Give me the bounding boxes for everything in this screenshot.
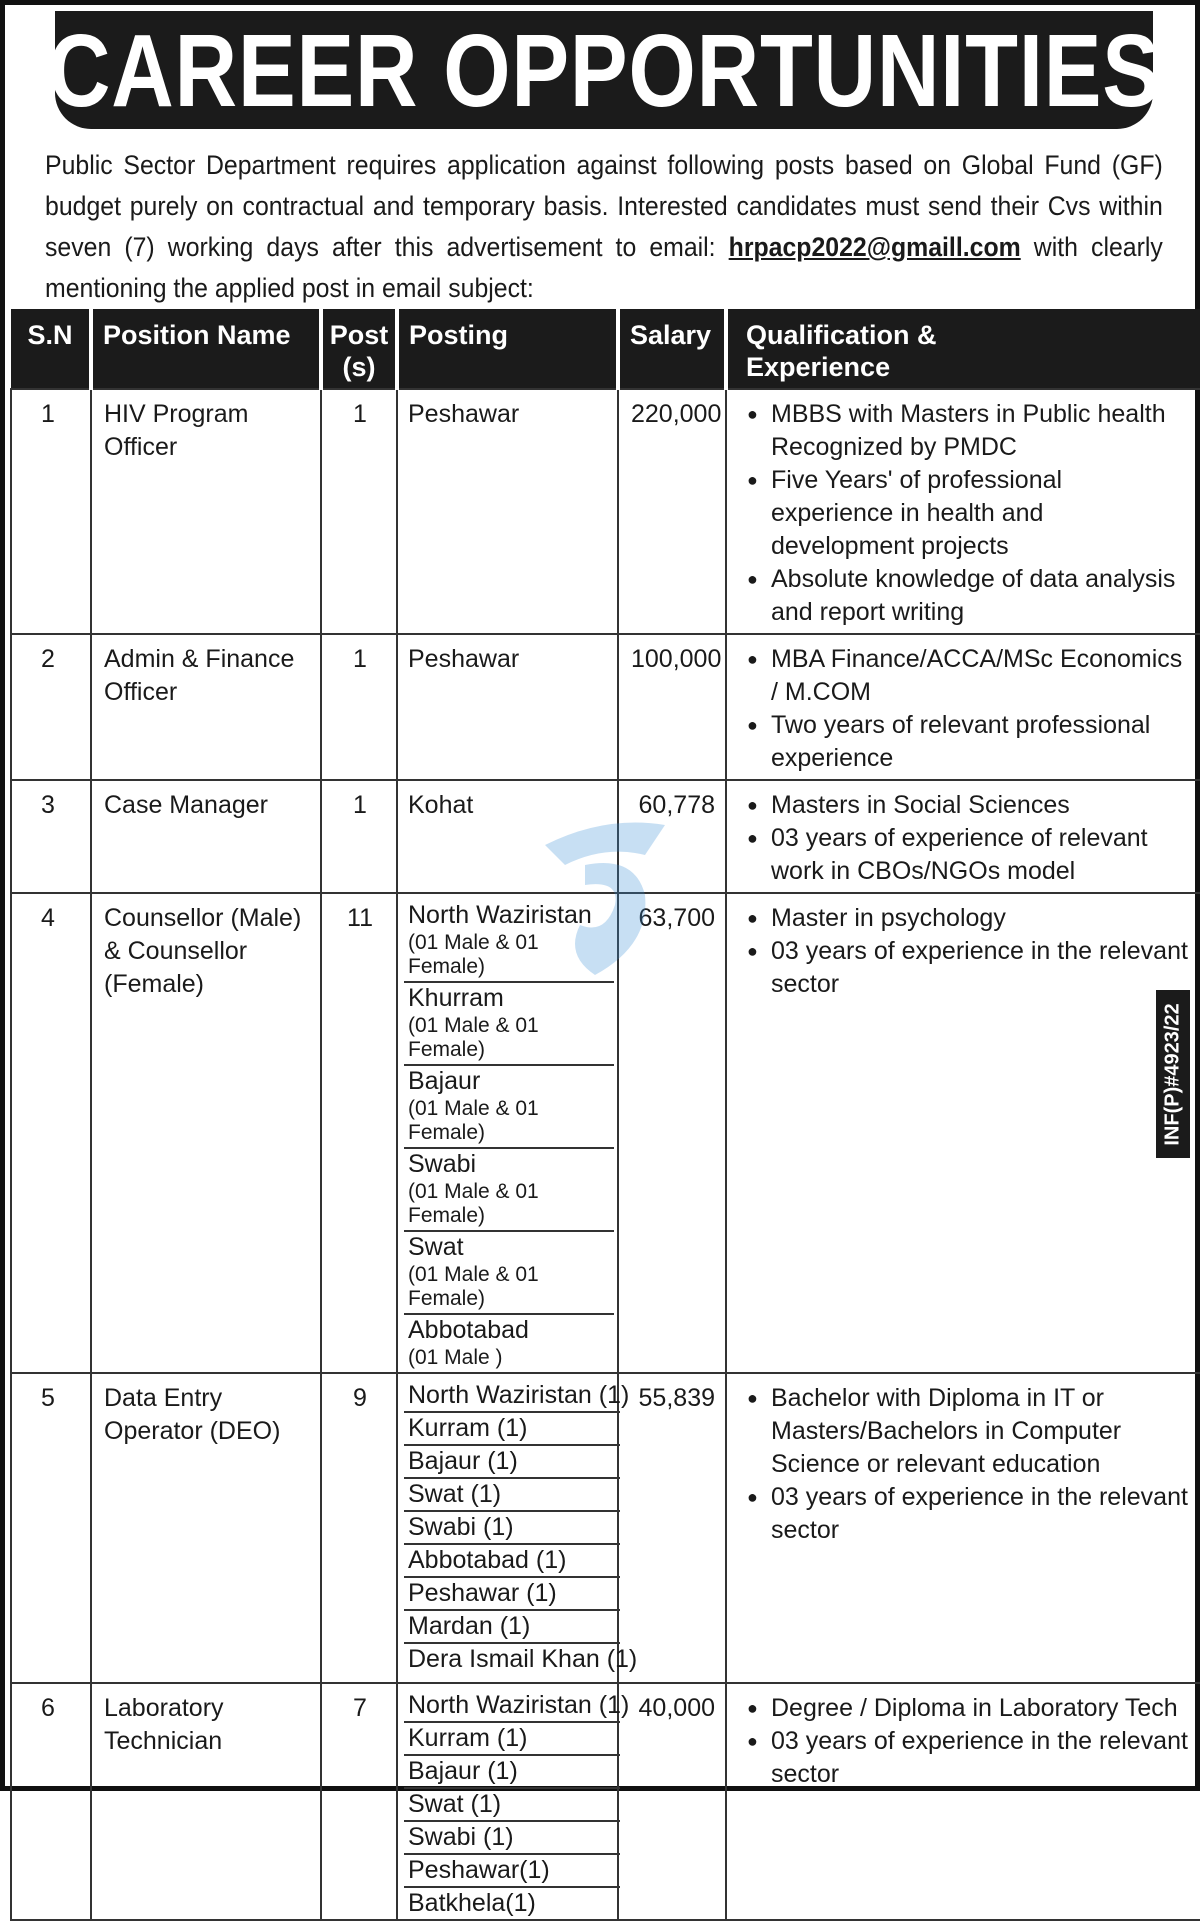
posting-location: Kohat: [408, 791, 474, 819]
table-header-row: [11, 309, 1200, 389]
posting-detail: (01 Male & 01 Female): [408, 1014, 539, 1061]
publisher-logo-watermark-icon: [525, 805, 685, 985]
cell-qualification: [726, 634, 1200, 780]
posting-place: Swat: [408, 1233, 464, 1261]
table-body: [11, 389, 1200, 1920]
posting-location: Mardan (1): [404, 1611, 620, 1644]
qualification-item: ● Master in psychology: [745, 902, 1190, 935]
posting-location: Kurram (1): [404, 1413, 620, 1446]
qualification-item: ● MBA Finance/ACCA/MSc Economics / M.COM: [745, 643, 1190, 709]
posting-location: North Waziristan (1): [404, 1690, 620, 1723]
posting-location: Abbotabad (1): [404, 1545, 620, 1578]
posting-place: Abbotabad: [408, 1316, 529, 1344]
qualification-item: ● Two years of relevant professional experience: [745, 709, 1190, 775]
qualification-item: ● 03 years of experience of relevant work in CBOs/NGOs model: [745, 822, 1190, 888]
posting-place: Swabi: [408, 1150, 477, 1178]
cell-posts: 11: [321, 893, 397, 1373]
posting-detail: (01 Male & 01 Female): [408, 1097, 539, 1144]
email-link[interactable]: hrpacp2022@gmaill.com: [728, 232, 1021, 262]
posting-location: Peshawar: [408, 400, 520, 428]
cell-posts: 1: [321, 780, 397, 893]
cell-qualification: [726, 1683, 1200, 1920]
posting-place: Bajaur: [408, 1067, 481, 1095]
posting-location: [404, 1315, 614, 1372]
posting-location: [404, 1232, 614, 1315]
cell-salary: 60,778: [618, 780, 726, 893]
cell-position: Laboratory Technician: [91, 1683, 321, 1920]
posting-location: Swabi (1): [404, 1822, 620, 1855]
cell-salary: 63,700: [618, 893, 726, 1373]
qualification-item: ● 03 years of experience in the relevant sector: [745, 1481, 1190, 1547]
cell-position: Counsellor (Male) & Counsellor (Female): [91, 893, 321, 1373]
header-posting: Posting: [397, 309, 618, 389]
posting-detail: (01 Male & 01 Female): [408, 1180, 539, 1227]
qualification-item: ● Five Years' of professional experience in health and development projects: [745, 464, 1190, 563]
qualification-list: [745, 643, 1190, 775]
posting-location: Dera Ismail Khan (1): [408, 1645, 638, 1673]
header-sn: S.N: [11, 309, 91, 389]
posting-detail: (01 Male ): [408, 1346, 503, 1369]
qualification-item: ● MBBS with Masters in Public health Recognized by PMDC: [745, 398, 1190, 464]
cell-posts: 9: [321, 1373, 397, 1683]
table-row: [11, 634, 1200, 780]
qualification-list: [745, 902, 1190, 1001]
cell-qualification: [726, 893, 1200, 1373]
posting-location: Swat (1): [404, 1479, 620, 1512]
posting-location: [404, 1149, 614, 1232]
posting-location: Peshawar (1): [404, 1578, 620, 1611]
cell-position: Admin & Finance Officer: [91, 634, 321, 780]
cell-sn: 1: [11, 389, 91, 634]
cell-posting: [397, 1373, 638, 1683]
posting-location: [404, 983, 614, 1066]
posting-place: Khurram: [408, 984, 504, 1012]
qualification-list: [745, 789, 1190, 888]
cell-sn: 6: [11, 1683, 91, 1920]
posting-place: North Waziristan: [408, 901, 592, 929]
qualification-list: [745, 398, 1190, 629]
cell-posting: [397, 634, 618, 780]
posting-detail: (01 Male & 01 Female): [408, 1263, 539, 1310]
cell-posts: 1: [321, 634, 397, 780]
cell-qualification: [726, 780, 1200, 893]
qualification-item: ● Bachelor with Diploma in IT or Masters/Bachelors in Computer Science or relevant education: [745, 1382, 1190, 1481]
table-row: [11, 1373, 1200, 1683]
table-row: [11, 1683, 1200, 1920]
posting-location: Swat (1): [404, 1789, 620, 1822]
header-position: Position Name: [91, 309, 321, 389]
cell-salary: 100,000: [618, 634, 726, 780]
qualification-list: [745, 1382, 1190, 1547]
qualification-item: ● Masters in Social Sciences: [745, 789, 1190, 822]
qualification-item: ● 03 years of experience in the relevant sector: [745, 1725, 1190, 1791]
cell-posting: [397, 1683, 630, 1920]
cell-sn: 4: [11, 893, 91, 1373]
reference-tag: [1156, 990, 1190, 1158]
cell-position: Case Manager: [91, 780, 321, 893]
posting-location: Kurram (1): [404, 1723, 620, 1756]
positions-table: [10, 309, 1200, 1921]
posting-location: Peshawar(1): [404, 1855, 620, 1888]
cell-posting: [397, 389, 618, 634]
posting-location: North Waziristan (1): [404, 1380, 620, 1413]
reference-number: INF(P)#4923/22: [1161, 1002, 1184, 1146]
intro-text: Public Sector Department requires application against following posts based on Global Fund (GF) budget purely on contractual and temporary basis. Interested candidates must send their Cvs within seven (7) working days after this advertisement to email:: [45, 150, 1163, 262]
cell-qualification: [726, 1373, 1200, 1683]
posting-detail: (01 Male & 01 Female): [408, 931, 539, 978]
cell-position: Data Entry Operator (DEO): [91, 1373, 321, 1683]
cell-posts: 1: [321, 389, 397, 634]
cell-position: HIV Program Officer: [91, 389, 321, 634]
qualification-item: ● 03 years of experience in the relevant sector: [745, 935, 1190, 1001]
posting-location: Peshawar: [408, 645, 520, 673]
posting-location: Swabi (1): [404, 1512, 620, 1545]
posting-location: Batkhela(1): [408, 1889, 536, 1917]
table-row: [11, 389, 1200, 634]
cell-salary: 220,000: [618, 389, 726, 634]
page-title: CAREER OPPORTUNITIES: [47, 12, 1161, 128]
posting-location: [404, 1066, 614, 1149]
cell-sn: 3: [11, 780, 91, 893]
cell-posts: 7: [321, 1683, 397, 1920]
cell-qualification: [726, 389, 1200, 634]
header-salary: Salary: [618, 309, 726, 389]
qualification-item: ● Absolute knowledge of data analysis and report writing: [745, 563, 1190, 629]
intro-paragraph: [45, 145, 1163, 309]
header-qualification: Qualification & Experience: [726, 309, 1200, 389]
qualification-item: ● Degree / Diploma in Laboratory Tech: [745, 1692, 1190, 1725]
cell-salary: 40,000: [618, 1683, 726, 1920]
intro-text-end: with clearly mentioning the applied post in email subject:: [45, 232, 1163, 303]
cell-salary: 55,839: [618, 1373, 726, 1683]
posting-location: Bajaur (1): [404, 1446, 620, 1479]
qualification-list: [745, 1692, 1190, 1791]
header-posts: Post (s): [321, 309, 397, 389]
title-banner: [47, 11, 1161, 129]
cell-sn: 5: [11, 1373, 91, 1683]
posting-location: Bajaur (1): [404, 1756, 620, 1789]
cell-sn: 2: [11, 634, 91, 780]
